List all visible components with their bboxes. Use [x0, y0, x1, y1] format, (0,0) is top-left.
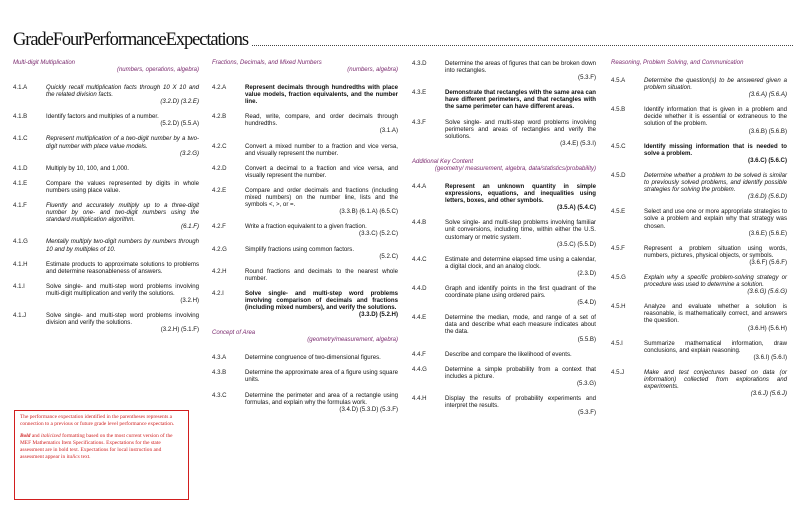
expectation-text: Select and use one or more appropriate strategies to solve a problem and explain why that strategy was chosen.: [644, 208, 787, 230]
expectation-text-block: [445, 60, 596, 81]
expectation-text: Solve single- and multi-step word problems involving comparison of decimals and fractions (including mixed numbers), and verify the solutions.: [245, 289, 398, 312]
expectation-item: [13, 135, 199, 156]
expectation-item: [611, 245, 787, 266]
expectation-text-block: [644, 274, 787, 295]
section-header: [212, 330, 398, 344]
expectation-text-block: [445, 395, 596, 416]
expectation-text: Analyze and evaluate whether a solution is reasonable, is mathematically correct, and answers the question.: [644, 303, 787, 325]
connection-code: (3.6.E) (5.6.E): [748, 229, 787, 237]
section-title: Fractions, Decimals, and Mixed Numbers: [212, 60, 322, 66]
expectation-text: Compare and order decimals and fractions (including mixed numbers) on the number line, lists and the symbols <, >, or =.: [245, 186, 398, 209]
expectation-number: 4.3.D: [412, 60, 427, 67]
expectation-item: [412, 119, 596, 147]
expectation-number: 4.2.H: [212, 267, 227, 275]
page-title-row: [13, 26, 793, 50]
connection-code: (5.3.F): [578, 74, 596, 82]
section-header: [611, 60, 787, 67]
expectation-number: 4.4.E: [412, 314, 427, 322]
expectation-item: [412, 395, 596, 416]
expectation-text: Identify factors and multiples of a number.: [46, 113, 159, 121]
expectation-text: Determine congruence of two-dimensional figures.: [245, 354, 381, 362]
expectation-item: [212, 165, 398, 179]
expectation-text: Read, write, compare, and order decimals through hundredths.: [245, 113, 398, 128]
expectation-number: 4.4.F: [412, 350, 426, 358]
connection-code: (3.5.A) (5.4.C): [557, 204, 596, 212]
expectation-item: [212, 246, 398, 260]
expectation-number: 4.1.I: [13, 282, 25, 290]
expectation-item: [13, 238, 199, 252]
expectation-text: Convert a decimal to a fraction and vice versa, and visually represent the number.: [245, 164, 398, 179]
expectation-text-block: [644, 77, 787, 98]
connection-code: (3.6.G) (5.6.G): [747, 288, 787, 296]
expectation-item: [212, 268, 398, 282]
expectation-number: 4.4.G: [412, 365, 427, 373]
expectation-text: Explain why a specific problem-solving strategy or procedure was used to determine a solution.: [644, 273, 787, 289]
section-strands: (geometry/measurement, algebra): [307, 337, 398, 344]
legend-note-body: formatting based on the most current version of the MEF Mathematics Item Specifications. Expectations for the state assessment are in bold text. Expectations for local instruction and assessment appear in: [20, 432, 173, 460]
expectation-item: [412, 89, 596, 110]
expectation-text-block: [445, 285, 596, 306]
expectation-number: 4.1.B: [13, 113, 28, 121]
expectation-number: 4.3.A: [212, 354, 227, 362]
connection-code: (3.6.J) (5.6.J): [750, 390, 787, 398]
section-title: Concept of Area: [212, 330, 256, 337]
connection-code: (5.5.B): [577, 335, 596, 343]
expectation-number: 4.2.I: [212, 289, 224, 297]
expectation-text-block: [245, 290, 398, 318]
section-strands: (numbers, algebra): [347, 67, 398, 73]
expectation-text: Estimate and determine elapsed time using a calendar, a digital clock, and an analog clock.: [445, 255, 596, 270]
expectation-text-block: [245, 268, 398, 282]
expectation-item: [13, 165, 199, 172]
expectation-text-block: [245, 165, 398, 179]
expectation-text-block: [445, 183, 596, 211]
connection-code: (3.2.D) (3.2.E): [160, 98, 199, 106]
expectation-item: [611, 172, 787, 200]
section-title: Multi-digit Multiplication: [13, 60, 76, 66]
expectation-item: [212, 369, 398, 383]
expectation-text: Solve single- and multi-step word problems involving perimeters and areas of rectangles and verify the solutions.: [445, 118, 596, 140]
expectation-text: Display the results of probability experiments and interpret the results.: [445, 395, 596, 410]
expectation-item: [412, 219, 596, 247]
expectation-text: Represent decimals through hundredths with place value models, fraction equivalents, and the number line.: [245, 84, 398, 106]
expectation-text: Determine the approximate area of a figure using square units.: [245, 369, 398, 384]
expectation-text-block: [245, 246, 398, 260]
expectation-number: 4.4.B: [412, 219, 427, 227]
expectation-text-block: [644, 369, 787, 397]
expectation-item: [212, 84, 398, 105]
expectation-text-block: [46, 238, 199, 252]
expectation-text: Determine whether a problem to be solved is similar to previously solved problems, and identify possible strategies for solving the problem.: [644, 171, 787, 194]
expectation-text-block: [46, 113, 199, 127]
expectation-item: [13, 283, 199, 304]
expectation-item: [212, 223, 398, 237]
expectation-number: 4.5.H: [611, 303, 626, 311]
expectation-text-block: [245, 143, 398, 157]
expectation-item: [212, 392, 398, 413]
expectation-number: 4.2.E: [212, 186, 227, 194]
expectation-text-block: [445, 89, 596, 110]
expectation-text-block: [46, 202, 199, 230]
expectation-item: [611, 106, 787, 134]
expectation-item: [212, 113, 398, 134]
connection-code: (3.5.C) (5.5.D): [557, 240, 596, 248]
expectation-text-block: [644, 143, 787, 164]
page-title: GradeFourPerformanceExpectations: [13, 30, 249, 50]
expectation-text-block: [644, 208, 787, 236]
expectation-text: Compare the values represented by digits in whole numbers using place value.: [46, 179, 199, 194]
expectation-number: 4.5.A: [611, 77, 626, 84]
expectation-item: [611, 303, 787, 331]
expectation-number: 4.2.C: [212, 142, 227, 150]
expectation-text: Solve single- and multi-step word problems involving division and verify the solutions.: [46, 312, 199, 327]
connection-code: (3.6.A) (5.6.A): [748, 91, 787, 99]
expectation-text-block: [245, 187, 398, 215]
expectation-number: 4.3.E: [412, 89, 427, 97]
section-header: [212, 60, 398, 74]
legend-bold-word: Bold: [20, 432, 31, 439]
legend-note-end: text.: [79, 453, 91, 460]
connection-code: (2.3.D): [577, 269, 596, 277]
legend-and: and: [30, 432, 41, 439]
expectation-text-block: [245, 392, 398, 413]
expectation-text-block: [245, 369, 398, 383]
expectation-text-block: [245, 354, 398, 361]
connection-code: (3.3.D) (5.2.H): [359, 311, 398, 319]
expectation-text: Identify information that is given in a problem and decide whether it is essential or extraneous to the solution of the problem.: [644, 106, 787, 128]
expectation-text: Quickly recall multiplication facts through 10 X 10 and the related division facts.: [46, 84, 199, 99]
expectation-text-block: [46, 261, 199, 275]
expectation-item: [212, 354, 398, 361]
legend-note-box: [14, 410, 189, 500]
expectation-number: 4.1.E: [13, 179, 28, 187]
connection-code: (3.3.C) (5.2.C): [359, 230, 398, 238]
section-strands: (geometry/ measurement, algebra, data/statistics/probability): [434, 165, 596, 172]
expectation-text: Determine a simple probability from a context that includes a picture.: [445, 365, 596, 380]
expectation-number: 4.5.E: [611, 208, 626, 216]
expectation-text: Estimate products to approximate solutions to problems and determine reasonableness of answers.: [46, 260, 199, 275]
expectation-number: 4.1.D: [13, 164, 28, 172]
section-strands: (numbers, operations, algebra): [116, 67, 199, 73]
expectation-number: 4.4.H: [412, 395, 427, 402]
expectation-item: [13, 312, 199, 333]
expectation-text: Round fractions and decimals to the nearest whole number.: [245, 267, 398, 282]
expectation-number: 4.1.C: [13, 135, 28, 143]
connection-code: (3.2.G): [180, 149, 199, 157]
expectation-item: [212, 187, 398, 215]
expectation-item: [13, 84, 199, 105]
connection-code: (3.6.F) (5.6.F): [749, 258, 787, 266]
expectation-text-block: [245, 223, 398, 237]
connection-code: (3.6.D) (5.6.D): [748, 193, 787, 201]
expectation-item: [611, 274, 787, 295]
title-dot-leader: [252, 44, 793, 46]
expectation-text: Solve single- and multi-step problems involving familiar unit conversions, including time, within either the U.S. customary or metric system.: [445, 219, 596, 241]
connection-code: (3.2.H) (5.1.F): [160, 326, 199, 334]
expectation-text: Determine the question(s) to be answered given a problem situation.: [644, 77, 787, 92]
connection-code: (6.1.F): [181, 223, 199, 231]
expectation-item: [611, 369, 787, 397]
expectation-text: Determine the perimeter and area of a rectangle using formulas, and explain why the formulas work.: [245, 391, 398, 406]
expectation-item: [412, 183, 596, 211]
expectation-number: 4.4.A: [412, 182, 427, 190]
column-1: [13, 60, 199, 341]
expectation-text: Simplify fractions using common factors.: [245, 245, 355, 253]
legend-italic-word: italicized: [40, 432, 61, 439]
expectation-text-block: [644, 303, 787, 331]
expectation-number: 4.1.H: [13, 260, 28, 268]
connection-code: (5.4.D): [577, 299, 596, 307]
expectation-text: Determine the areas of figures that can be broken down into rectangles.: [445, 60, 596, 75]
expectation-text-block: [644, 172, 787, 200]
section-title: Reasoning, Problem Solving, and Communication: [611, 60, 744, 66]
expectation-text: Mentally multiply two-digit numbers by numbers through 10 and by multiples of 10.: [46, 238, 199, 253]
connection-code: (3.6.I) (5.6.I): [753, 353, 787, 361]
expectation-text: Describe and compare the likelihood of events.: [445, 350, 572, 358]
expectation-item: [412, 256, 596, 277]
expectation-item: [13, 180, 199, 194]
expectation-item: [611, 208, 787, 236]
expectation-number: 4.5.F: [611, 244, 625, 252]
column-4: [611, 60, 787, 405]
expectation-text-block: [46, 283, 199, 304]
expectation-number: 4.5.B: [611, 106, 626, 114]
section-header: [412, 159, 596, 173]
expectation-text-block: [46, 312, 199, 333]
expectation-number: 4.1.J: [13, 312, 27, 320]
expectation-text: Write a fraction equivalent to a given fraction.: [245, 223, 367, 231]
expectation-number: 4.2.D: [212, 164, 227, 172]
column-2: [212, 60, 398, 421]
connection-code: (3.6.B) (5.6.B): [748, 127, 787, 135]
expectation-text: Represent an unknown quantity in simple expressions, equations, and inequalities using letters, boxes, and other symbols.: [445, 182, 596, 205]
expectation-text-block: [644, 245, 787, 266]
expectation-text-block: [46, 180, 199, 194]
expectation-number: 4.2.F: [212, 223, 226, 231]
legend-note-formatting: [20, 433, 183, 461]
expectation-number: 4.5.I: [611, 339, 623, 347]
expectation-text-block: [245, 84, 398, 105]
expectation-text-block: [46, 84, 199, 105]
expectation-item: [212, 143, 398, 157]
expectation-number: 4.4.C: [412, 255, 427, 263]
expectation-number: 4.2.A: [212, 84, 227, 91]
expectation-text: Demonstrate that rectangles with the same area can have different perimeters, and that rectangles with the same perimeter can have different areas.: [445, 89, 596, 111]
connection-code: (3.6.H) (5.6.H): [748, 324, 787, 332]
expectation-number: 4.3.C: [212, 391, 227, 399]
expectation-item: [212, 290, 398, 318]
expectation-text-block: [445, 314, 596, 342]
expectation-item: [412, 366, 596, 387]
connection-code: (3.2.H): [180, 296, 199, 304]
expectation-text-block: [445, 351, 596, 358]
expectation-number: 4.3.F: [412, 118, 426, 126]
expectation-number: 4.3.B: [212, 369, 227, 377]
expectation-item: [13, 113, 199, 127]
expectation-number: 4.5.G: [611, 273, 626, 281]
expectation-text: Make and test conjectures based on data (or information) collected from explorations and experiments.: [644, 368, 787, 391]
section-title: Additional Key Content: [412, 158, 474, 165]
expectation-number: 4.2.B: [212, 113, 227, 121]
expectation-text: Represent multiplication of a two-digit number by a two-digit number with place value models.: [46, 135, 199, 150]
expectation-number: 4.5.C: [611, 142, 626, 150]
connection-code: (5.2.D) (5.5.A): [160, 120, 199, 128]
connection-code: (5.3.G): [577, 379, 596, 387]
connection-code: (3.4.E) (5.3.I): [560, 139, 596, 147]
legend-note-connection: The performance expectation identified in the parentheses represents a connection to a previous or future grade level performance expectation.: [20, 414, 175, 427]
expectation-text: Solve single- and multi-step word problems involving multi-digit multiplication and verify the solutions.: [46, 282, 199, 297]
expectation-text: Convert a mixed number to a fraction and vice versa, and visually represent the number.: [245, 142, 398, 157]
expectation-number: 4.1.A: [13, 84, 28, 91]
expectation-item: [412, 60, 596, 81]
expectation-text: Determine the median, mode, and range of a set of data and describe what each measure indicates about the data.: [445, 314, 596, 336]
expectation-text: Summarize mathematical information, draw conclusions, and explain reasoning.: [644, 339, 787, 354]
expectation-text-block: [445, 119, 596, 147]
expectation-text-block: [46, 165, 199, 172]
expectation-item: [412, 351, 596, 358]
section-header: [13, 60, 199, 74]
expectation-number: 4.4.D: [412, 284, 427, 292]
expectation-number: 4.1.F: [13, 202, 27, 210]
expectation-number: 4.2.G: [212, 245, 227, 253]
expectation-item: [13, 202, 199, 230]
legend-italics-word: italics: [66, 453, 80, 460]
expectation-text-block: [46, 135, 199, 156]
expectation-item: [611, 77, 787, 98]
connection-code: (5.2.C): [379, 252, 398, 260]
expectation-item: [412, 314, 596, 342]
connection-code: (3.3.B) (6.1.A) (6.5.C): [339, 208, 398, 216]
expectation-item: [412, 285, 596, 306]
expectation-number: 4.1.G: [13, 238, 28, 246]
expectation-item: [611, 143, 787, 164]
expectation-item: [13, 261, 199, 275]
expectation-text-block: [445, 366, 596, 387]
expectation-text-block: [644, 106, 787, 134]
column-3: [412, 60, 596, 424]
expectation-text: Fluently and accurately multiply up to a three-digit number by one- and two-digit numbers using the standard multiplication algorithm.: [46, 202, 199, 224]
connection-code: (5.3.F): [578, 409, 596, 417]
expectation-item: [611, 340, 787, 361]
expectation-text-block: [644, 340, 787, 361]
expectation-number: 4.5.J: [611, 368, 625, 376]
connection-code: (3.4.D) (5.3.D) (5.3.F): [339, 405, 398, 413]
expectation-text: Identify missing information that is needed to solve a problem.: [644, 142, 787, 157]
connection-code: (3.6.C) (5.6.C): [748, 156, 787, 164]
expectation-text-block: [245, 113, 398, 134]
expectation-number: 4.5.D: [611, 171, 626, 179]
expectation-text: Represent a problem situation using words, numbers, pictures, physical objects, or symbols.: [644, 244, 787, 259]
connection-code: (3.1.A): [379, 127, 398, 135]
expectation-text-block: [445, 219, 596, 247]
expectation-text-block: [445, 256, 596, 277]
expectation-text: Multiply by 10, 100, and 1,000.: [46, 164, 129, 172]
expectation-text: Graph and identify points in the first quadrant of the coordinate plane using ordered pairs.: [445, 284, 596, 300]
